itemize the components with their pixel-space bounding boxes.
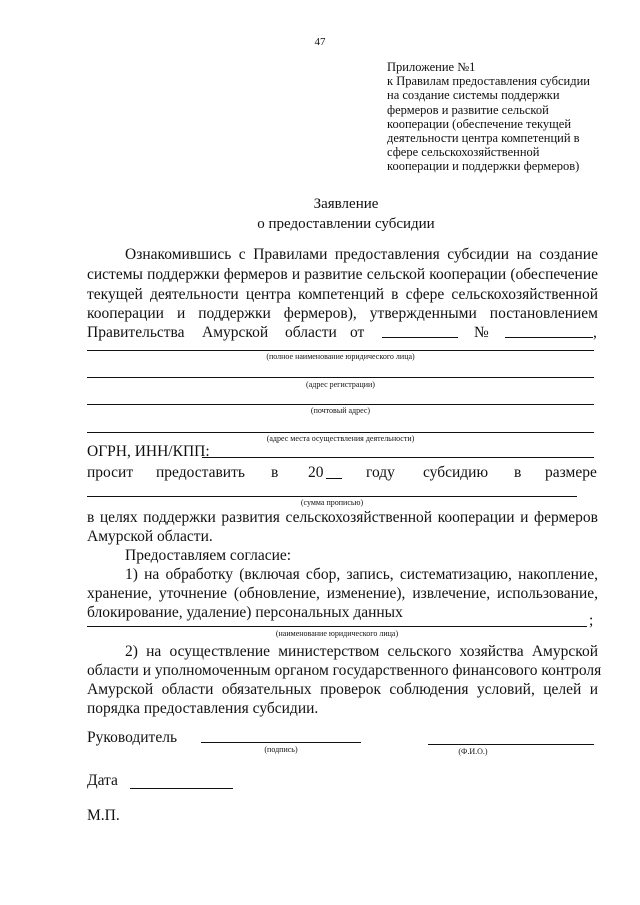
head-label: Руководитель [87,729,178,746]
consent-legal-name-caption: (наименование юридического лица) [275,629,399,638]
purpose-line-2: Амурской области. [87,528,213,545]
appendix-line: сфере сельскохозяйственной [387,145,540,160]
legal-name-caption: (полное наименование юридического лица) [266,352,415,361]
signature-caption: (подпись) [264,745,298,754]
fio-caption: (Ф.И.О.) [458,747,488,756]
appendix-line: к Правилам предоставления субсидии [387,74,590,89]
consent-item2-line-4: порядка предоставления субсидии. [87,700,319,717]
consent-item1-line-3: блокирование, удаление) персональных данных [87,604,403,621]
consent-item1-line-2: хранение, уточнение (обновление, изменение), извлечение, использование, [87,585,598,602]
intro-word-amur: Амурской [202,324,269,341]
consent-item2-line-2: области и уполномоченным органом государственного финансового контроля [87,662,602,679]
document-title: Заявление [313,196,379,212]
intro-line-3: текущей деятельности центра компетенций в сфере сельскохозяйственной [87,286,598,303]
document-subtitle: о предоставлении субсидии [257,216,435,232]
consent-heading: Предоставляем согласие: [125,547,292,564]
postal-address-caption: (почтовый адрес) [310,406,371,415]
appendix-header [387,60,617,174]
request-word: в [271,464,279,481]
ogrn-inn-kpp-field[interactable] [202,457,594,458]
consent-item1-line-1: 1) на обработку (включая сбор, запись, систематизацию, накопление, [125,566,598,583]
resolution-date-field[interactable] [382,337,458,338]
fio-field[interactable] [428,744,594,745]
intro-line-1: Ознакомившись с Правилами предоставления субсидии на создание [125,246,598,263]
request-word: в [514,464,522,481]
request-word: предоставить [156,464,245,481]
intro-word-from: от [350,324,365,341]
signature-field[interactable] [201,742,361,743]
consent-item2-line-1: 2) на осуществление министерством сельского хозяйства Амурской [125,643,598,660]
intro-line-2: системы поддержки фермеров и развитие сельской кооперации (обеспечение [87,266,598,283]
ogrn-label: ОГРН, ИНН/КПП: [87,443,210,460]
intro-comma: , [593,324,597,341]
appendix-line: деятельности центра компетенций в [387,131,580,146]
seal-label: М.П. [87,807,120,824]
request-word: просит [87,464,134,481]
consent-semicolon: ; [589,612,594,629]
activity-address-field[interactable] [87,432,594,433]
page-number: 47 [314,36,326,48]
appendix-line: на создание системы поддержки [387,88,560,103]
resolution-number-field[interactable] [505,337,593,338]
activity-address-caption: (адрес места осуществления деятельности) [266,434,415,443]
registration-address-caption: (адрес регистрации) [306,380,375,389]
purpose-line-1: в целях поддержки развития сельскохозяйственной кооперации и фермеров [87,509,598,526]
appendix-line: кооперации (обеспечение текущей [387,116,572,131]
appendix-line: Приложение №1 [387,60,476,74]
request-word: году [366,464,395,481]
intro-word-government: Правительства [87,324,185,341]
appendix-line: фермеров и развитие сельской [387,102,549,117]
request-word: размере [545,464,597,481]
request-word: субсидию [423,464,489,481]
amount-caption: (сумма прописью) [300,498,364,507]
appendix-line: кооперации и поддержки фермеров) [387,159,580,174]
legal-name-field[interactable] [87,350,594,351]
registration-address-field[interactable] [87,377,594,378]
year-field[interactable] [326,478,342,479]
request-year-prefix: 20 [308,464,324,481]
postal-address-field[interactable] [87,404,594,405]
intro-word-region: области [285,324,337,341]
consent-legal-name-field[interactable] [87,626,587,627]
intro-line-4: кооперации и поддержки фермеров), утвержденными постановлением [87,305,598,322]
intro-number-sign: № [474,324,489,341]
amount-in-words-field[interactable] [87,496,577,497]
date-field[interactable] [130,788,233,789]
consent-item2-line-3: Амурской области обязательных проверок соблюдения условий, целей и [87,681,598,698]
date-label: Дата [87,772,118,789]
